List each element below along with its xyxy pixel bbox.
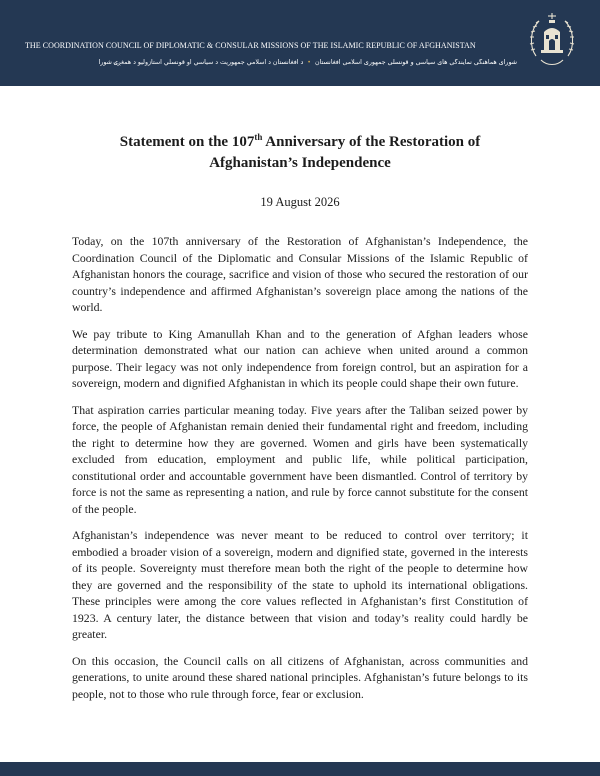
afghanistan-emblem-icon — [527, 10, 577, 76]
body-paragraph: Today, on the 107th anniversary of the Restoration of Afghanistan’s Independence, the Coordination Council of the Diplomatic and Consular Missions of the Islamic Republic of Afghanistan honors the courage, sacrifice and vision of those who secured the restoration of our country’s independence and affirmed Afghanistan’s sovereign place among the nations of the world. — [72, 234, 528, 314]
body-paragraph: On this occasion, the Council calls on all citizens of Afghanistan, across communities and generations, to unite around these shared national principles. Afghanistan’s future belongs to its people, not to those who rule through force, fear or exclusion. — [72, 653, 528, 701]
statement-date: 19 August 2026 — [260, 195, 340, 209]
body-paragraph: That aspiration carries particular meaning today. Five years after the Taliban seized power by force, the people of Afghanistan remain denied their fundamental right and freedom, including the right to determine how they are governed. Women and girls have been systematically excluded from education, employment and public life, while political participation, constitutional order and accountable government have been dismantled. Control of territory by force is not the same as representing a nation, and rule by force cannot substitute for the consent of the people. — [72, 402, 528, 516]
org-name-local — [25, 59, 517, 66]
title-text-part2: Anniversary of the Restoration of — [262, 134, 481, 150]
title-text-line2: Afghanistan’s Independence — [209, 155, 391, 171]
separator-dot-icon: • — [307, 59, 311, 66]
letterhead-banner — [0, 0, 600, 86]
title-ordinal-suffix: th — [254, 132, 263, 142]
body-paragraph: Afghanistan’s independence was never meant to be reduced to control over territory; it embodied a broader vision of a sovereign, modern and dignified state, governed in the interests of its people. Sovereignty must therefore mean both the right of the people to determine how they are governed and the responsibility of the state to uphold its international obligations. These principles were among the core values reflected in Afghanistan’s first Constitution of 1923. A century later, the distance between that vision and today’s reality could hardly be greater. — [72, 528, 528, 641]
statement-title — [60, 132, 540, 174]
body-paragraph: We pay tribute to King Amanullah Khan and to the generation of Afghan leaders whose determination demonstrated what our nation can achieve when united around a common purpose. Their legacy was not only independence from foreign control, but an aspiration for a sovereign, modern and dignified Afghanistan in which its people could shape their own future. — [72, 326, 528, 390]
statement-body — [72, 233, 528, 712]
org-name-dari: شورای هماهنگی نمایندگی های سیاسی و قونسلی جمهوری اسلامی افغانستان — [315, 59, 517, 66]
footer-bar — [0, 762, 600, 776]
title-text-part1: Statement on the 107 — [119, 134, 255, 150]
org-name-english: THE COORDINATION COUNCIL OF DIPLOMATIC & CONSULAR MISSIONS OF THE ISLAMIC REPUBLIC OF AFGHANISTAN — [25, 41, 476, 50]
org-name-pashto: د افغانستان د اسلامي جمهوریت د سیاسي او قونسلي استازولیو د همغږۍ شورا — [98, 59, 304, 66]
